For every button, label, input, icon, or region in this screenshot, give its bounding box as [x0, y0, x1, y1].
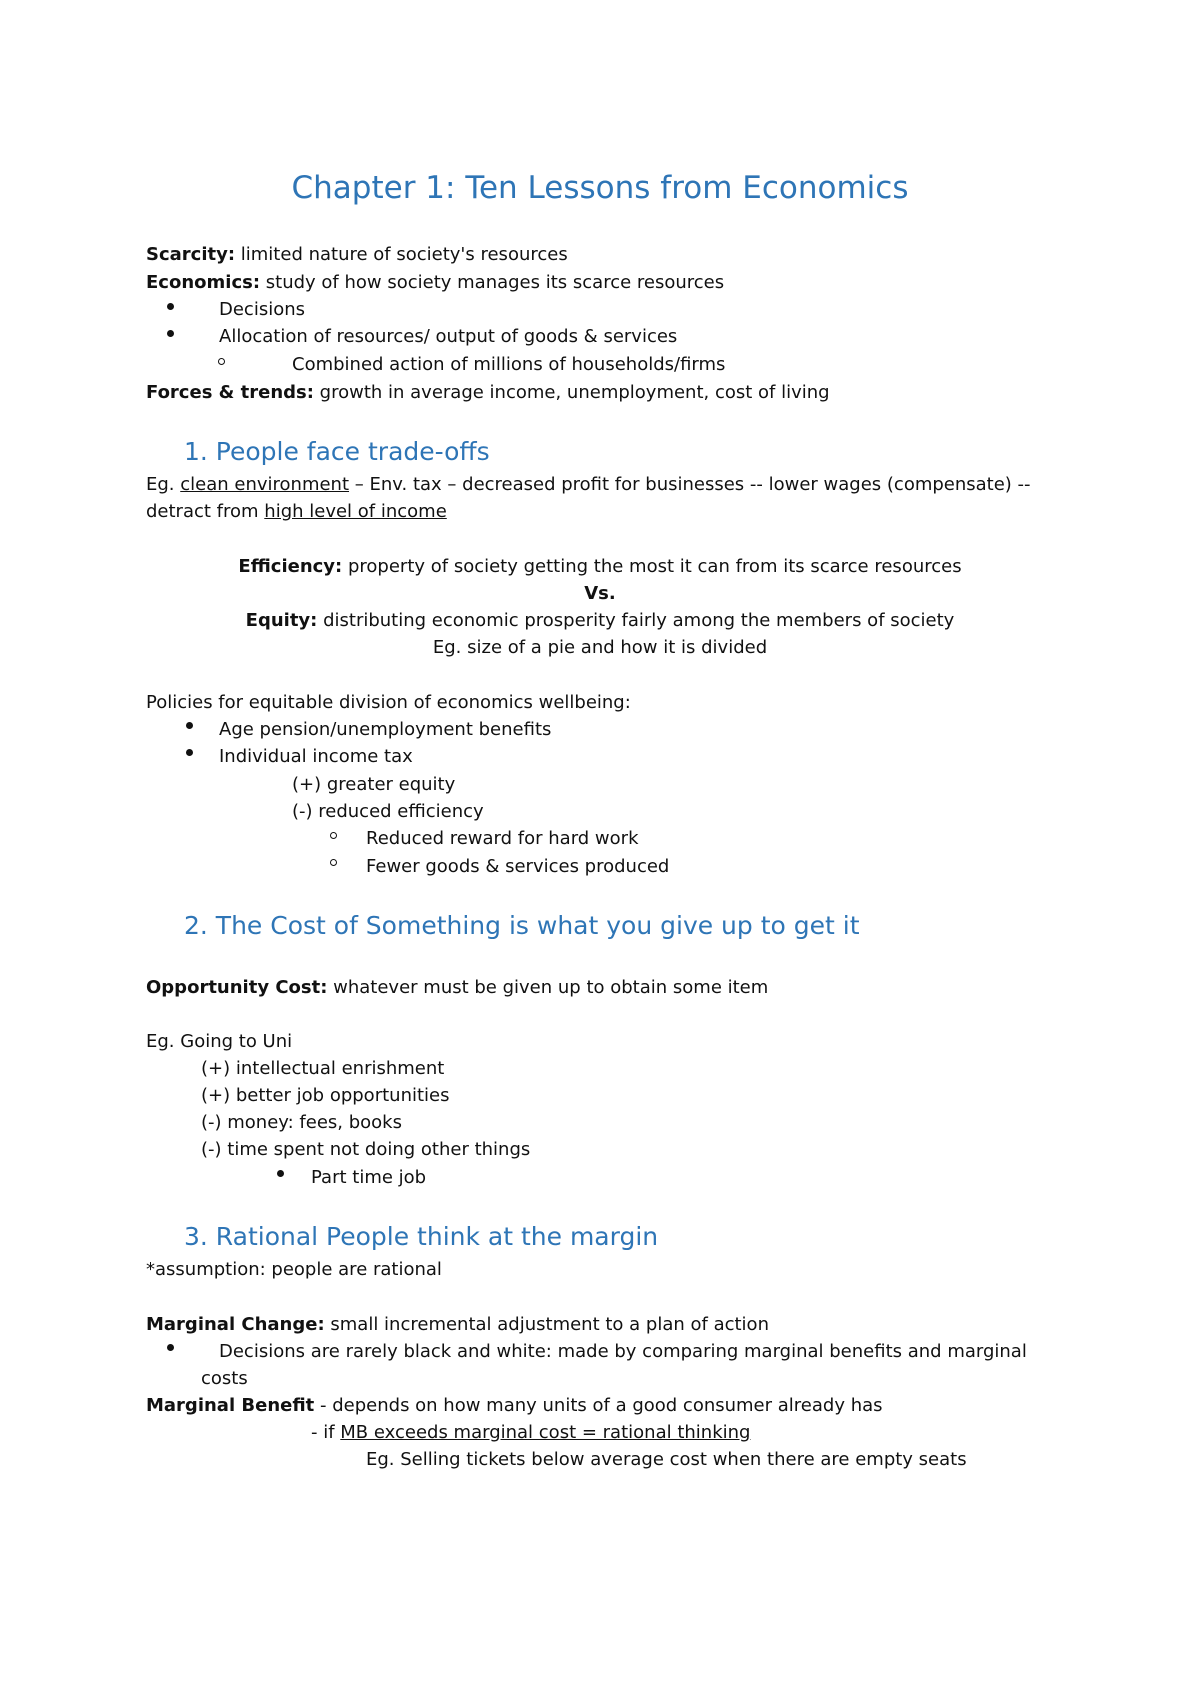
section-heading-2: 2. The Cost of Something is what you give up to get it — [184, 911, 860, 940]
minus-point: (-) money: fees, books — [201, 1112, 402, 1133]
list-item: Individual income tax — [219, 746, 413, 767]
term: Economics: — [146, 272, 261, 293]
scarcity-definition — [146, 244, 568, 266]
plus-point: (+) intellectual enrishment — [201, 1058, 445, 1079]
economics-definition — [146, 272, 724, 294]
term: Forces & trends: — [146, 382, 314, 403]
underlined-text: MB exceeds marginal cost = rational thinking — [340, 1422, 751, 1443]
bullet-icon — [277, 1170, 284, 1177]
tradeoff-example — [146, 474, 1031, 496]
pie-example: Eg. size of a pie and how it is divided — [432, 637, 768, 658]
section-heading-1: 1. People face trade-offs — [184, 437, 490, 466]
bullet-icon — [167, 1344, 174, 1351]
list-item-cont: costs — [201, 1368, 248, 1389]
term: Equity: — [245, 610, 318, 631]
minus-point: (-) time spent not doing other things — [201, 1139, 531, 1160]
hollow-bullet-icon — [330, 832, 337, 839]
term: Opportunity Cost: — [146, 977, 328, 998]
sub-list-item: Combined action of millions of households/firms — [292, 354, 726, 375]
definition: study of how society manages its scarce resources — [260, 272, 725, 293]
rational-thinking-note — [311, 1422, 750, 1444]
list-item: Age pension/unemployment benefits — [219, 719, 552, 740]
marginal-change-definition — [146, 1314, 769, 1336]
definition: growth in average income, unemployment, cost of living — [313, 382, 830, 403]
sub-list-item: Reduced reward for hard work — [366, 828, 639, 849]
term: Scarcity: — [146, 244, 236, 265]
forces-definition — [146, 382, 830, 404]
section-heading-3: 3. Rational People think at the margin — [184, 1222, 659, 1251]
list-item: Allocation of resources/ output of goods & services — [219, 326, 678, 347]
minus-point: (-) reduced efficiency — [292, 801, 484, 822]
ticket-example: Eg. Selling tickets below average cost when there are empty seats — [366, 1449, 967, 1470]
policies-heading: Policies for equitable division of economics wellbeing: — [146, 692, 631, 713]
sub-list-item: Fewer goods & services produced — [366, 856, 670, 877]
definition: limited nature of society's resources — [235, 244, 568, 265]
definition: whatever must be given up to obtain some item — [327, 977, 769, 998]
prefix: - if — [311, 1422, 341, 1443]
underlined-text: high level of income — [264, 501, 447, 522]
vs-label — [0, 583, 1200, 605]
hollow-bullet-icon — [218, 358, 225, 365]
assumption-note: *assumption: people are rational — [146, 1259, 442, 1280]
page-title: Chapter 1: Ten Lessons from Economics — [291, 170, 909, 206]
prefix: Eg. — [146, 474, 181, 495]
plus-point: (+) greater equity — [292, 774, 456, 795]
term: Efficiency: — [238, 556, 343, 577]
marginal-benefit-definition — [146, 1395, 883, 1417]
list-item: Part time job — [311, 1167, 427, 1188]
tradeoff-example-cont — [146, 501, 447, 523]
definition: distributing economic prosperity fairly among the members of society — [317, 610, 955, 631]
list-item: Decisions — [219, 299, 306, 320]
uni-example: Eg. Going to Uni — [146, 1031, 293, 1052]
text: – Env. tax – decreased profit for businesses -- lower wages (compensate) -- — [349, 474, 1031, 495]
efficiency-definition — [0, 556, 1200, 578]
equity-definition — [0, 610, 1200, 632]
plus-point: (+) better job opportunities — [201, 1085, 450, 1106]
bullet-icon — [186, 749, 193, 756]
underlined-text: clean environment — [180, 474, 350, 495]
bullet-icon — [186, 722, 193, 729]
bullet-icon — [167, 330, 174, 337]
text: detract from — [146, 501, 265, 522]
definition: small incremental adjustment to a plan of action — [324, 1314, 769, 1335]
list-item: Decisions are rarely black and white: made by comparing marginal benefits and marginal — [219, 1341, 1027, 1362]
definition: - depends on how many units of a good consumer already has — [314, 1395, 883, 1416]
vs-text: Vs. — [584, 583, 616, 604]
hollow-bullet-icon — [330, 859, 337, 866]
bullet-icon — [167, 303, 174, 310]
term: Marginal Change: — [146, 1314, 325, 1335]
opportunity-cost-definition — [146, 977, 768, 999]
definition: property of society getting the most it can from its scarce resources — [342, 556, 962, 577]
term: Marginal Benefit — [146, 1395, 315, 1416]
